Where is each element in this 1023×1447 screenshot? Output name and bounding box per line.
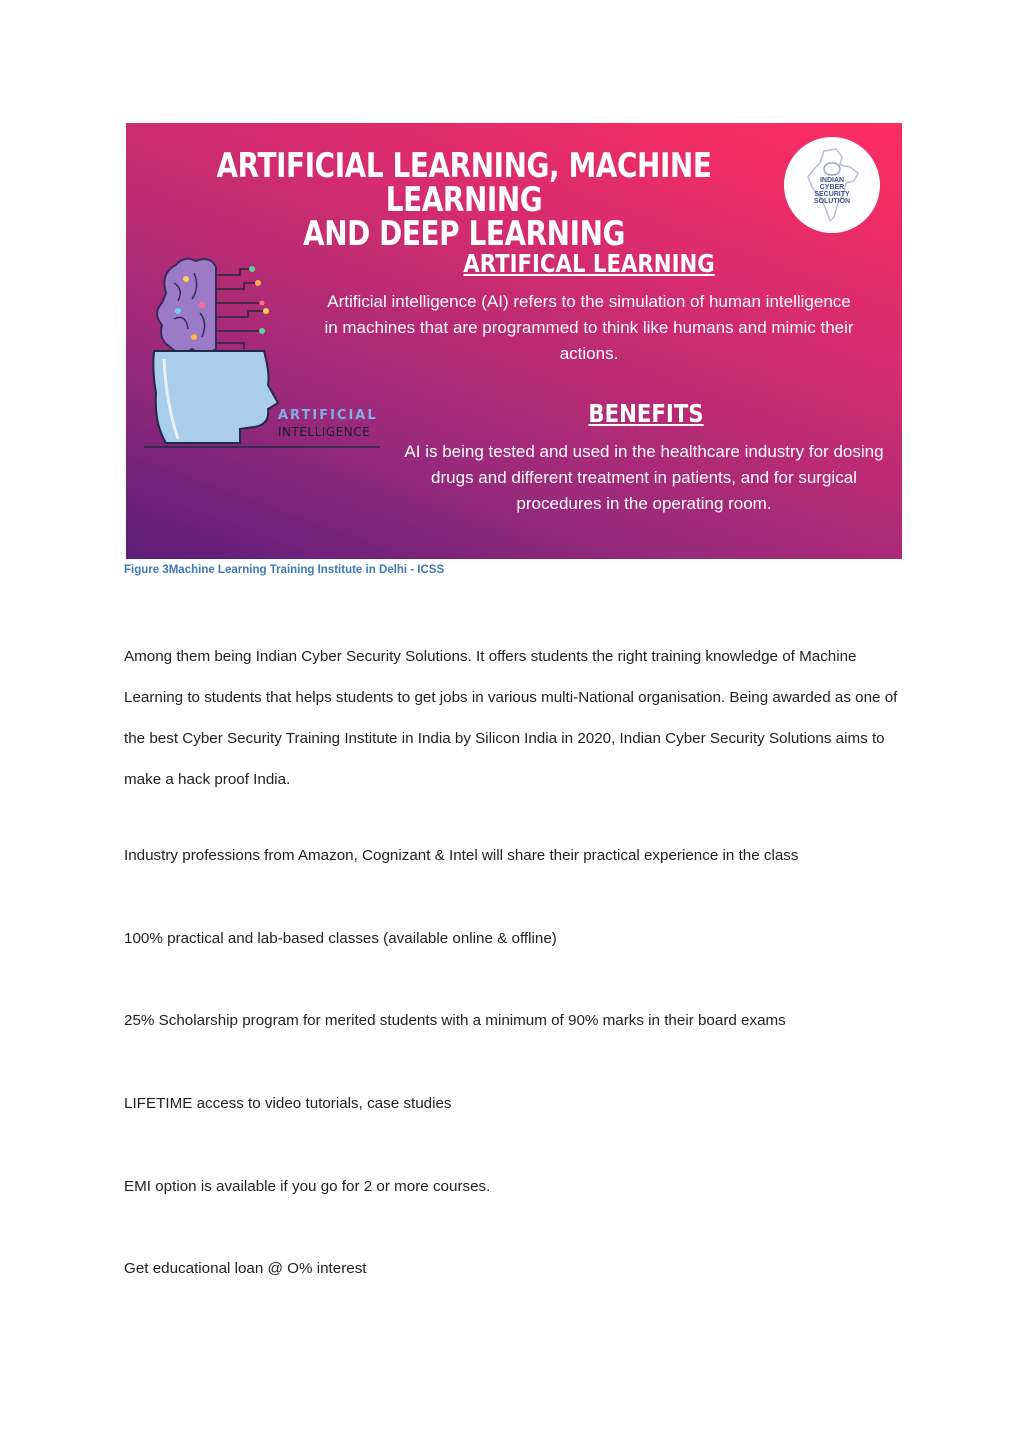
banner-title [187, 146, 741, 254]
section-text-artifical-learning: Artificial intelligence (AI) refers to the simulation of human intelligence in machines that are programmed to think like humans and mimic their actions. [324, 292, 854, 363]
brain-icon [157, 259, 216, 353]
banner-title-line-2: AND DEEP LEARNING [303, 214, 625, 254]
feature-item: Industry professions from Amazon, Cognizant & Intel will share their practical experience in the class [124, 847, 799, 864]
logo-text-line: SOLUTION [813, 198, 851, 205]
banner-title-line-1: ARTIFICIAL LEARNING, MACHINE LEARNING [216, 146, 712, 220]
figure-caption: Figure 3Machine Learning Training Institute in Delhi - ICSS [124, 564, 445, 576]
section-heading-benefits: BENEFITS [588, 399, 704, 428]
figure-banner [126, 123, 902, 559]
illustration-label-intelligence: INTELLIGENCE [278, 425, 371, 439]
icss-logo [784, 137, 880, 233]
feature-item: Get educational loan @ O% interest [124, 1260, 367, 1277]
intro-paragraph: Among them being Indian Cyber Security Solutions. It offers students the right training knowledge of Machine Learning to students that helps students to get jobs in various multi-National organisation. Being awarded as one of the best Cyber Security Training Institute in India by Silicon India in 2020, Indian Cyber Security Solutions aims to make a hack proof India. [124, 648, 898, 788]
illustration-label-artificial: ARTIFICIAL [278, 408, 378, 423]
feature-item: EMI option is available if you go for 2 or more courses. [124, 1178, 491, 1195]
logo-text-line: SECURITY [814, 191, 850, 198]
logo-text [784, 177, 880, 205]
section-heading-artifical-learning: ARTIFICAL LEARNING [463, 249, 715, 278]
feature-item: 100% practical and lab-based classes (available online & offline) [124, 930, 557, 947]
logo-text-line: INDIAN [819, 177, 845, 184]
feature-item: 25% Scholarship program for merited students with a minimum of 90% marks in their board exams [124, 1012, 786, 1029]
feature-item: LIFETIME access to video tutorials, case studies [124, 1095, 452, 1112]
section-text-benefits: AI is being tested and used in the healthcare industry for dosing drugs and different treatment in patients, and for surgical procedures in the operating room. [404, 442, 884, 513]
head-icon [153, 351, 278, 443]
logo-text-line: CYBER [819, 184, 845, 191]
